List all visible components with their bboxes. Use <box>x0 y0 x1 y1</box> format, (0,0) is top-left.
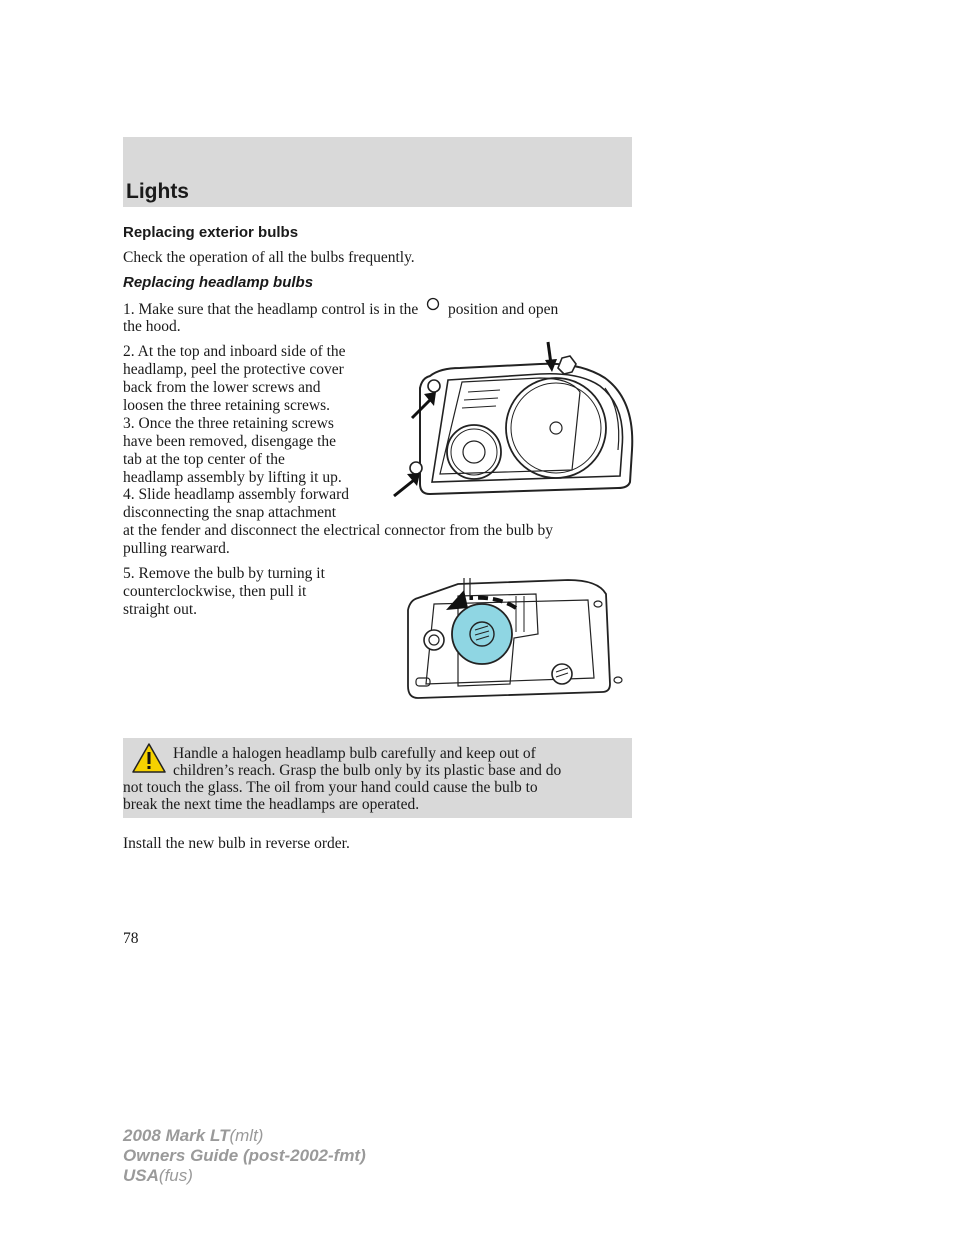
footer-market: USA <box>123 1166 159 1185</box>
footer-line-1 <box>123 1126 366 1146</box>
step-2-line: headlamp, peel the protective cover <box>123 361 344 378</box>
step-4-line: pulling rearward. <box>123 540 230 557</box>
section-title: Lights <box>126 180 189 203</box>
headlamp-assembly-illustration <box>390 340 640 500</box>
step-5-line: 5. Remove the bulb by turning it <box>123 565 325 582</box>
step-4-line: at the fender and disconnect the electrical connector from the bulb by <box>123 522 553 539</box>
footer-model-code: (mlt) <box>229 1126 264 1145</box>
page-number: 78 <box>123 930 139 947</box>
heading-replacing-exterior-bulbs: Replacing exterior bulbs <box>123 224 299 241</box>
warning-line: Handle a halogen headlamp bulb carefully and keep out of <box>173 745 536 762</box>
step-1-before: 1. Make sure that the headlamp control is in the <box>123 301 419 318</box>
step-2-line: 2. At the top and inboard side of the <box>123 343 346 360</box>
step-4-line: 4. Slide headlamp assembly forward <box>123 486 349 503</box>
warning-line: break the next time the headlamps are operated. <box>123 796 420 813</box>
warning-line: not touch the glass. The oil from your hand could cause the bulb to <box>123 779 538 796</box>
step-4-line: disconnecting the snap attachment <box>123 504 337 521</box>
step-2-line: loosen the three retaining screws. <box>123 397 331 414</box>
step-1-after: position and open <box>448 301 559 318</box>
intro-text: Check the operation of all the bulbs frequently. <box>123 249 415 266</box>
off-position-icon <box>426 297 440 311</box>
step-3-line: have been removed, disengage the <box>123 433 337 450</box>
step-5-line: counterclockwise, then pull it <box>123 583 307 600</box>
step-3-line: tab at the top center of the <box>123 451 285 468</box>
step-2-line: back from the lower screws and <box>123 379 321 396</box>
install-text: Install the new bulb in reverse order. <box>123 835 350 852</box>
step-3 <box>123 415 385 487</box>
footer-guide: Owners Guide (post-2002-fmt) <box>123 1146 366 1165</box>
footer-model: 2008 Mark LT <box>123 1126 230 1145</box>
section-header-band <box>123 137 632 207</box>
step-2 <box>123 343 385 415</box>
step-3-line: headlamp assembly by lifting it up. <box>123 469 342 486</box>
step-5 <box>123 565 385 619</box>
footer-line-3 <box>123 1166 366 1186</box>
footer-line-2 <box>123 1146 366 1166</box>
step-1-line-2: the hood. <box>123 318 181 335</box>
step-5-line: straight out. <box>123 601 198 618</box>
subheading-headlamp-bulbs: Replacing headlamp bulbs <box>123 274 314 291</box>
step-1 <box>123 300 558 319</box>
warning-line: children’s reach. Grasp the bulb only by its plastic base and do <box>173 762 562 779</box>
footer <box>123 1126 366 1186</box>
warning-text <box>123 745 623 813</box>
footer-market-code: (fus) <box>158 1166 193 1185</box>
step-3-line: 3. Once the three retaining screws <box>123 415 334 432</box>
bulb-removal-illustration <box>398 574 638 706</box>
